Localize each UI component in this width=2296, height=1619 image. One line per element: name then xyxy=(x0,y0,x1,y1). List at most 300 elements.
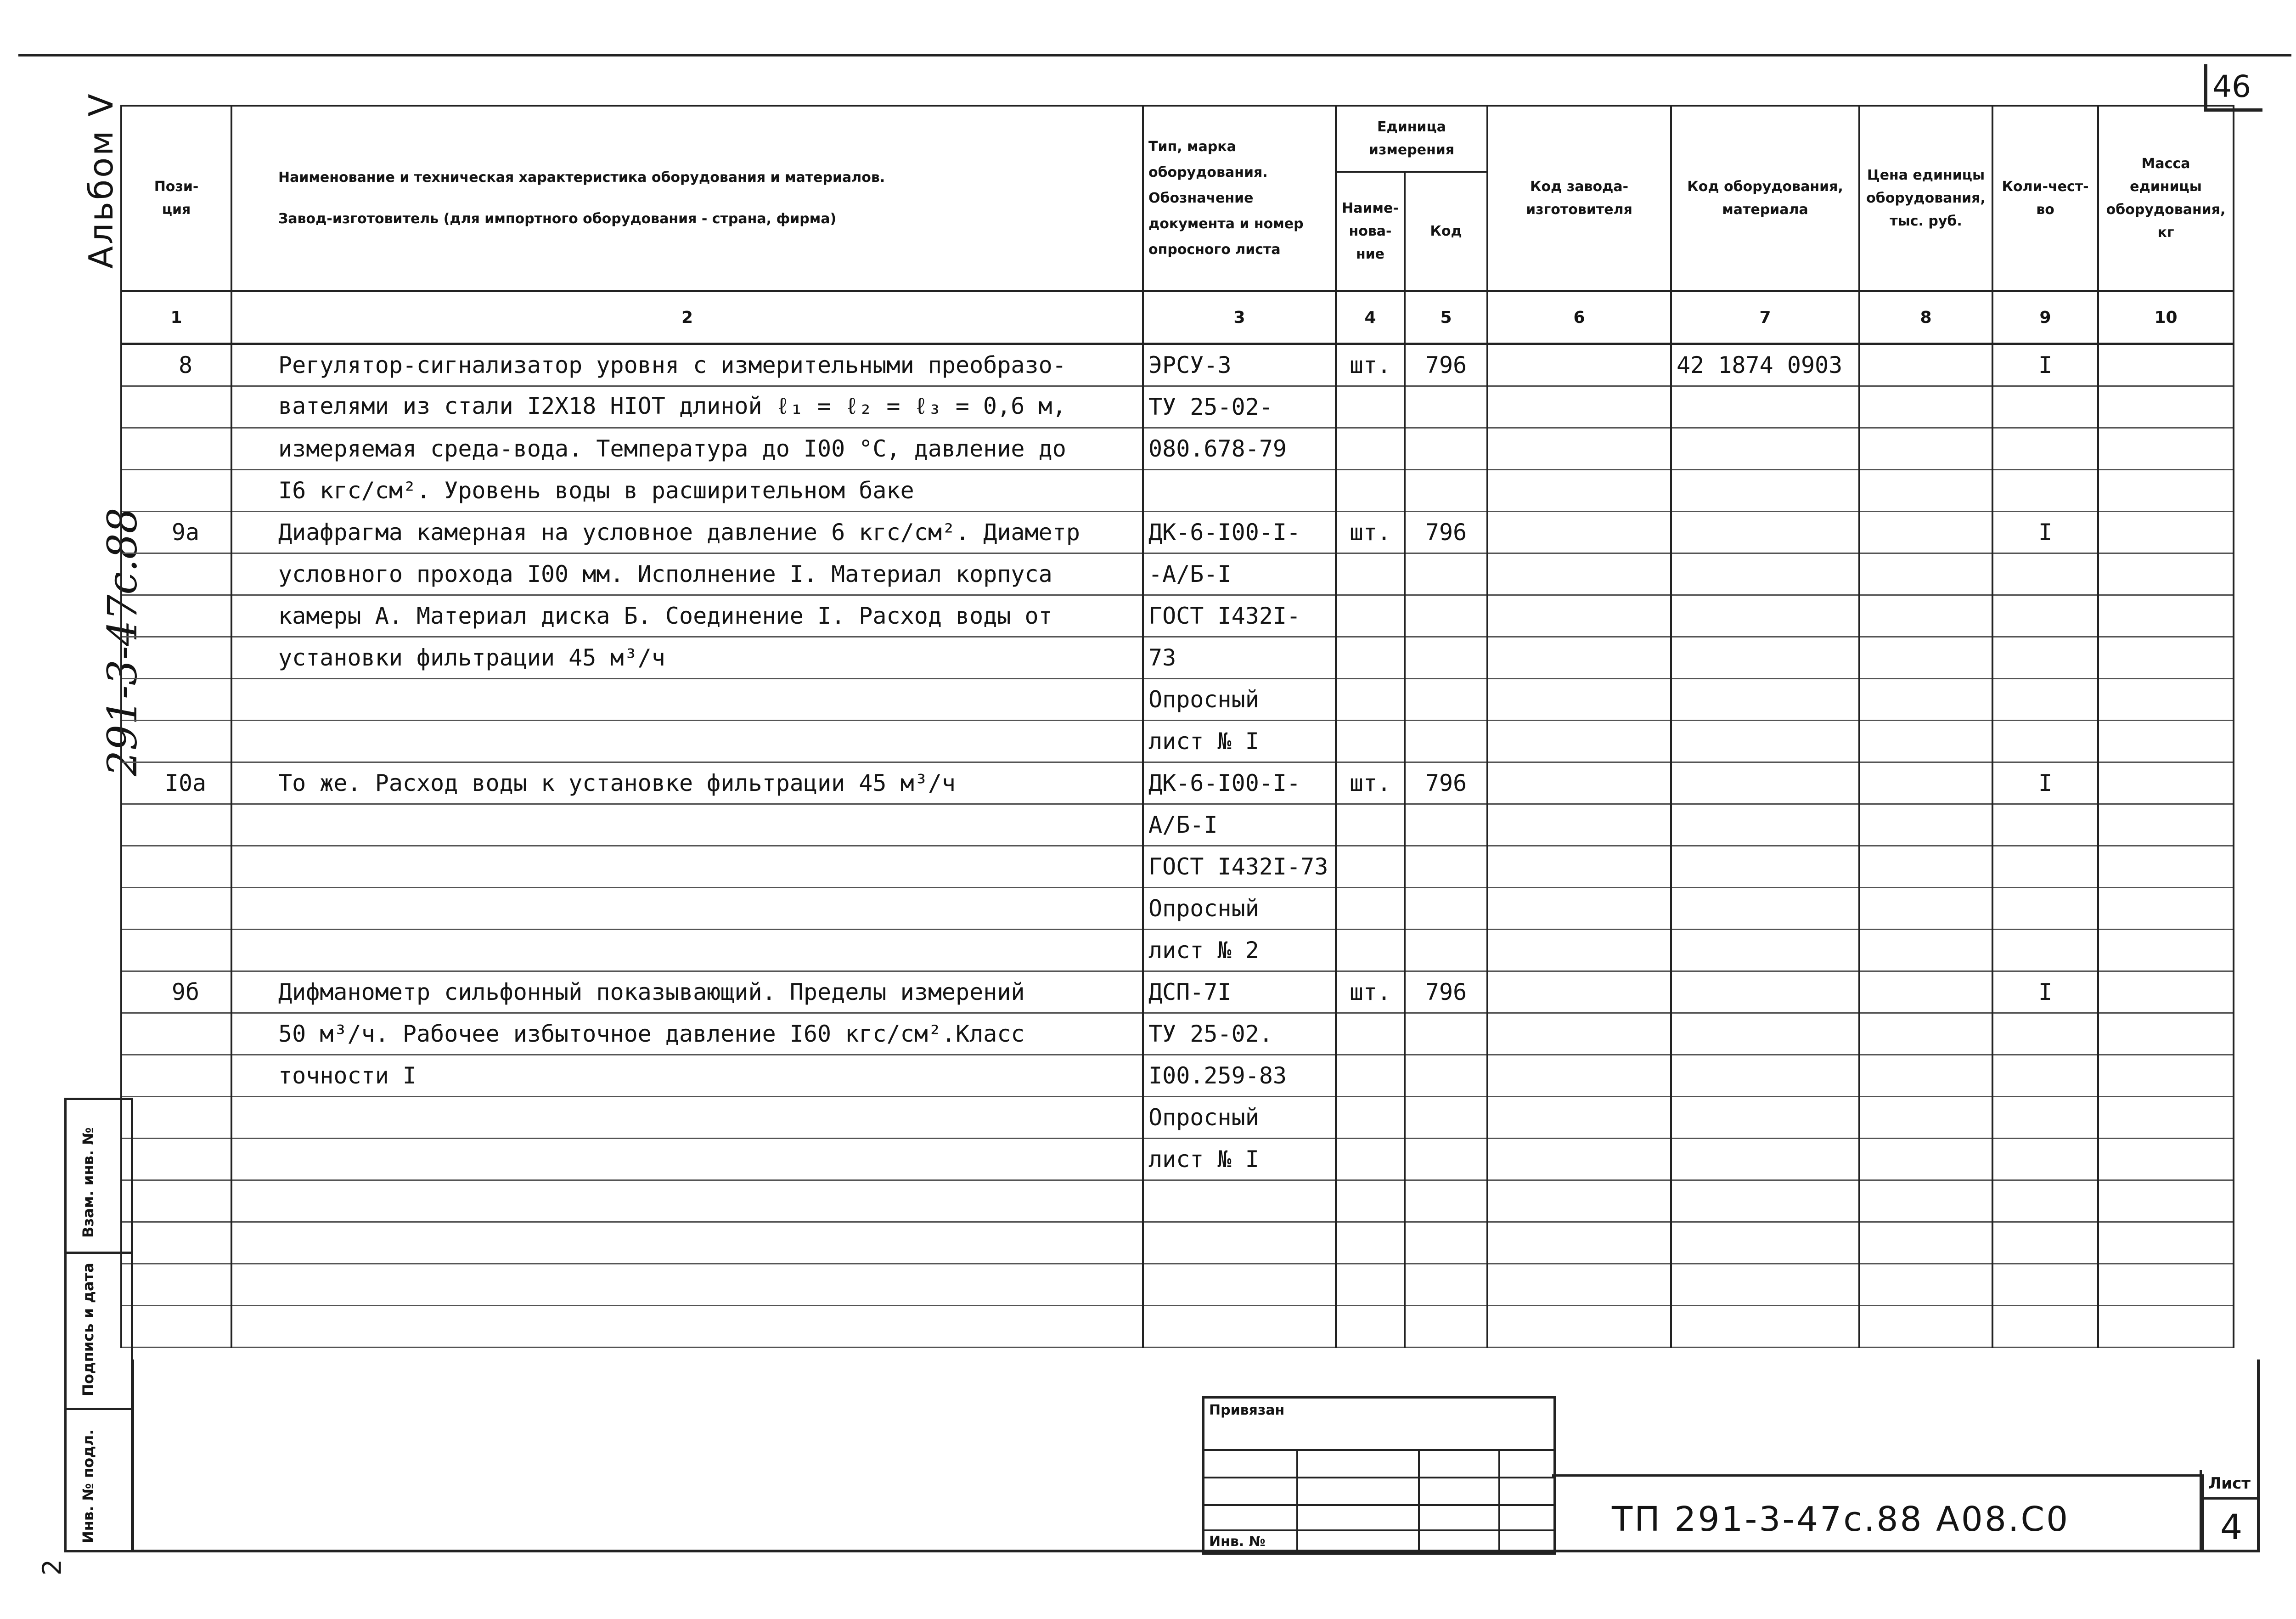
mass-cell xyxy=(2098,637,2234,679)
mass-cell xyxy=(2098,428,2234,470)
mass-cell xyxy=(2098,1097,2234,1139)
header-name-line2: Завод-изготовитель (для импортного оборудования - страна, фирма) xyxy=(278,211,837,227)
equipment-code-cell xyxy=(1671,553,1859,595)
plant-code-cell xyxy=(1487,1097,1671,1139)
position-cell xyxy=(121,1013,231,1055)
unit-name-cell xyxy=(1336,470,1405,512)
equipment-code-cell xyxy=(1671,512,1859,553)
price-cell xyxy=(1859,386,1992,428)
equipment-code-cell xyxy=(1671,930,1859,971)
sheet-box xyxy=(2200,1470,2260,1552)
name-cell xyxy=(231,888,1143,930)
position-cell xyxy=(121,846,231,888)
quantity-cell xyxy=(1992,553,2098,595)
price-cell xyxy=(1859,721,1992,762)
position-cell xyxy=(121,721,231,762)
mass-cell xyxy=(2098,1055,2234,1097)
mass-cell xyxy=(2098,386,2234,428)
quantity-cell xyxy=(1992,1180,2098,1222)
quantity-cell xyxy=(1992,1055,2098,1097)
plant-code-cell xyxy=(1487,804,1671,846)
binding-inv-label: Инв. № xyxy=(1209,1534,1266,1550)
unit-code-cell xyxy=(1405,1013,1487,1055)
binding-title: Привязан xyxy=(1209,1402,1285,1418)
table-row xyxy=(121,721,2234,762)
type-cell: 73 xyxy=(1143,637,1336,679)
header-mass: Масса единицы оборудования, кг xyxy=(2098,106,2234,291)
unit-name-cell xyxy=(1336,553,1405,595)
approval-stamp-column xyxy=(64,1098,133,1552)
name-cell xyxy=(231,846,1143,888)
top-trim-line xyxy=(18,54,2291,56)
unit-code-cell: 796 xyxy=(1405,512,1487,553)
unit-code-cell xyxy=(1405,386,1487,428)
unit-name-cell xyxy=(1336,930,1405,971)
name-cell xyxy=(231,1097,1143,1139)
price-cell xyxy=(1859,679,1992,721)
quantity-cell xyxy=(1992,930,2098,971)
table-body xyxy=(121,291,2234,1348)
mass-cell xyxy=(2098,888,2234,930)
table-row xyxy=(121,595,2234,637)
plant-code-cell xyxy=(1487,637,1671,679)
sheet-box-divider xyxy=(2202,1497,2260,1500)
header-type: Тип, марка оборудования. Обозначение документа и номер опросного листа xyxy=(1143,106,1336,291)
unit-code-cell xyxy=(1405,1097,1487,1139)
mass-cell xyxy=(2098,930,2234,971)
sheet-number: 46 xyxy=(2212,69,2251,104)
plant-code-cell xyxy=(1487,1013,1671,1055)
equipment-code-cell xyxy=(1671,1180,1859,1222)
position-cell xyxy=(121,930,231,971)
mass-cell xyxy=(2098,470,2234,512)
unit-code-cell xyxy=(1405,595,1487,637)
type-cell: лист № I xyxy=(1143,721,1336,762)
stamp-vzam-label: Взам. инв. № xyxy=(79,1127,97,1238)
price-cell xyxy=(1859,888,1992,930)
type-cell: ДК-6-I00-I- xyxy=(1143,512,1336,553)
name-cell: Диафрагма камерная на условное давление 6 кгс/см². Диаметр xyxy=(231,512,1143,553)
mass-cell xyxy=(2098,762,2234,804)
quantity-cell xyxy=(1992,1013,2098,1055)
unit-name-cell: шт. xyxy=(1336,971,1405,1013)
mass-cell xyxy=(2098,344,2234,386)
mass-cell xyxy=(2098,1180,2234,1222)
quantity-cell: I xyxy=(1992,512,2098,553)
header-plant-code: Код завода-изготовителя xyxy=(1487,106,1671,291)
quantity-cell xyxy=(1992,1306,2098,1348)
unit-name-cell xyxy=(1336,1139,1405,1180)
position-cell xyxy=(121,1055,231,1097)
plant-code-cell xyxy=(1487,846,1671,888)
unit-name-cell: шт. xyxy=(1336,344,1405,386)
quantity-cell xyxy=(1992,888,2098,930)
type-cell xyxy=(1143,1180,1336,1222)
position-cell xyxy=(121,1306,231,1348)
price-cell xyxy=(1859,1306,1992,1348)
stamp-podpis-label: Подпись и дата xyxy=(79,1263,97,1396)
header-quantity: Коли-чест-во xyxy=(1992,106,2098,291)
equipment-code-cell xyxy=(1671,888,1859,930)
price-cell xyxy=(1859,1222,1992,1264)
plant-code-cell xyxy=(1487,1180,1671,1222)
album-label: Альбом V xyxy=(82,92,120,269)
price-cell xyxy=(1859,428,1992,470)
type-cell xyxy=(1143,1264,1336,1306)
price-cell xyxy=(1859,470,1992,512)
mass-cell xyxy=(2098,512,2234,553)
unit-code-cell xyxy=(1405,846,1487,888)
unit-code-cell xyxy=(1405,888,1487,930)
unit-name-cell xyxy=(1336,1097,1405,1139)
table-row xyxy=(121,804,2234,846)
unit-code-cell: 796 xyxy=(1405,344,1487,386)
equipment-code-cell xyxy=(1671,804,1859,846)
unit-code-cell xyxy=(1405,1264,1487,1306)
plant-code-cell xyxy=(1487,971,1671,1013)
price-cell xyxy=(1859,553,1992,595)
type-cell: лист № I xyxy=(1143,1139,1336,1180)
unit-name-cell xyxy=(1336,1055,1405,1097)
quantity-cell xyxy=(1992,386,2098,428)
mass-cell xyxy=(2098,595,2234,637)
name-cell xyxy=(231,930,1143,971)
price-cell xyxy=(1859,804,1992,846)
sheet-label: Лист xyxy=(2208,1474,2251,1493)
colnum-7: 7 xyxy=(1671,291,1859,344)
table-row xyxy=(121,1306,2234,1348)
name-cell: То же. Расход воды к установке фильтрации 45 м³/ч xyxy=(231,762,1143,804)
plant-code-cell xyxy=(1487,344,1671,386)
table-row xyxy=(121,512,2234,553)
colnum-10: 10 xyxy=(2098,291,2234,344)
plant-code-cell xyxy=(1487,386,1671,428)
mass-cell xyxy=(2098,971,2234,1013)
price-cell xyxy=(1859,1264,1992,1306)
table-row xyxy=(121,344,2234,386)
quantity-cell xyxy=(1992,637,2098,679)
type-cell: ДСП-7I xyxy=(1143,971,1336,1013)
equipment-code-cell xyxy=(1671,1139,1859,1180)
mass-cell xyxy=(2098,1139,2234,1180)
type-cell: Опросный xyxy=(1143,1097,1336,1139)
position-cell xyxy=(121,888,231,930)
name-cell xyxy=(231,804,1143,846)
unit-code-cell xyxy=(1405,1222,1487,1264)
unit-code-cell xyxy=(1405,553,1487,595)
table-row xyxy=(121,1013,2234,1055)
unit-code-cell xyxy=(1405,428,1487,470)
mass-cell xyxy=(2098,846,2234,888)
quantity-cell xyxy=(1992,1097,2098,1139)
unit-name-cell xyxy=(1336,428,1405,470)
price-cell xyxy=(1859,762,1992,804)
plant-code-cell xyxy=(1487,1306,1671,1348)
name-cell: камеры А. Материал диска Б. Соединение I. Расход воды от xyxy=(231,595,1143,637)
type-cell xyxy=(1143,470,1336,512)
unit-code-cell: 796 xyxy=(1405,971,1487,1013)
quantity-cell xyxy=(1992,595,2098,637)
unit-name-cell xyxy=(1336,1180,1405,1222)
position-cell xyxy=(121,1264,231,1306)
header-name xyxy=(231,106,1143,291)
plant-code-cell xyxy=(1487,595,1671,637)
type-cell: ДК-6-I00-I- xyxy=(1143,762,1336,804)
colnum-4: 4 xyxy=(1336,291,1405,344)
table-row xyxy=(121,1264,2234,1306)
table-row xyxy=(121,1055,2234,1097)
position-cell: 9а xyxy=(121,512,231,553)
quantity-cell xyxy=(1992,428,2098,470)
mass-cell xyxy=(2098,1013,2234,1055)
header-equipment-code: Код оборудования, материала xyxy=(1671,106,1859,291)
name-cell: условного прохода I00 мм. Исполнение I. Материал корпуса xyxy=(231,553,1143,595)
header-position: Пози- ция xyxy=(121,106,231,291)
table-row xyxy=(121,1097,2234,1139)
position-cell xyxy=(121,595,231,637)
unit-name-cell xyxy=(1336,386,1405,428)
quantity-cell xyxy=(1992,721,2098,762)
unit-name-cell xyxy=(1336,888,1405,930)
equipment-code-cell xyxy=(1671,721,1859,762)
plant-code-cell xyxy=(1487,679,1671,721)
equipment-code-cell xyxy=(1671,846,1859,888)
side-project-code: 291-3-47с.88 xyxy=(99,508,146,776)
type-cell: лист № 2 xyxy=(1143,930,1336,971)
unit-code-cell xyxy=(1405,930,1487,971)
equipment-code-cell xyxy=(1671,470,1859,512)
type-cell: ГОСТ I432I- xyxy=(1143,595,1336,637)
corner-mark: 2 xyxy=(37,1559,68,1576)
type-cell: А/Б-I xyxy=(1143,804,1336,846)
plant-code-cell xyxy=(1487,1055,1671,1097)
price-cell xyxy=(1859,1097,1992,1139)
type-cell: Опросный xyxy=(1143,888,1336,930)
price-cell xyxy=(1859,930,1992,971)
unit-name-cell xyxy=(1336,1306,1405,1348)
quantity-cell xyxy=(1992,1139,2098,1180)
table-row xyxy=(121,470,2234,512)
table-row xyxy=(121,846,2234,888)
unit-name-cell xyxy=(1336,595,1405,637)
plant-code-cell xyxy=(1487,512,1671,553)
header-name-line1: Наименование и техническая характеристика оборудования и материалов. xyxy=(278,169,885,186)
quantity-cell xyxy=(1992,470,2098,512)
header-row xyxy=(121,106,2234,172)
equipment-code-cell xyxy=(1671,428,1859,470)
quantity-cell: I xyxy=(1992,344,2098,386)
name-cell: Дифманометр сильфонный показывающий. Пределы измерений xyxy=(231,971,1143,1013)
price-cell xyxy=(1859,846,1992,888)
equipment-code-cell xyxy=(1671,1306,1859,1348)
equipment-code-cell xyxy=(1671,637,1859,679)
equipment-code-cell xyxy=(1671,971,1859,1013)
binding-block xyxy=(1202,1396,1556,1555)
unit-code-cell: 796 xyxy=(1405,762,1487,804)
unit-code-cell xyxy=(1405,721,1487,762)
price-cell xyxy=(1859,1139,1992,1180)
mass-cell xyxy=(2098,1306,2234,1348)
plant-code-cell xyxy=(1487,721,1671,762)
name-cell: установки фильтрации 45 м³/ч xyxy=(231,637,1143,679)
unit-name-cell xyxy=(1336,679,1405,721)
equipment-code-cell: 42 1874 0903 xyxy=(1671,344,1859,386)
table-row xyxy=(121,888,2234,930)
binding-divider xyxy=(1498,1449,1500,1555)
binding-line xyxy=(1204,1449,1553,1451)
colnum-8: 8 xyxy=(1859,291,1992,344)
binding-line xyxy=(1204,1477,1553,1478)
plant-code-cell xyxy=(1487,762,1671,804)
quantity-cell xyxy=(1992,1222,2098,1264)
column-number-row xyxy=(121,291,2234,344)
table-row xyxy=(121,762,2234,804)
position-cell xyxy=(121,1180,231,1222)
mass-cell xyxy=(2098,804,2234,846)
price-cell xyxy=(1859,971,1992,1013)
unit-code-cell xyxy=(1405,1180,1487,1222)
unit-code-cell xyxy=(1405,1139,1487,1180)
table-row xyxy=(121,386,2234,428)
name-cell: I6 кгс/см². Уровень воды в расширительном баке xyxy=(231,470,1143,512)
type-cell xyxy=(1143,1306,1336,1348)
equipment-code-cell xyxy=(1671,1264,1859,1306)
table-row xyxy=(121,1180,2234,1222)
binding-divider xyxy=(1418,1449,1420,1555)
table-row xyxy=(121,428,2234,470)
unit-name-cell xyxy=(1336,846,1405,888)
equipment-code-cell xyxy=(1671,679,1859,721)
name-cell xyxy=(231,1306,1143,1348)
name-cell xyxy=(231,1222,1143,1264)
quantity-cell xyxy=(1992,1264,2098,1306)
document-code: ТП 291-3-47с.88 А08.С0 xyxy=(1612,1500,2070,1539)
unit-code-cell xyxy=(1405,637,1487,679)
plant-code-cell xyxy=(1487,1222,1671,1264)
plant-code-cell xyxy=(1487,888,1671,930)
position-cell: 9б xyxy=(121,971,231,1013)
position-cell xyxy=(121,386,231,428)
colnum-1: 1 xyxy=(121,291,231,344)
binding-line xyxy=(1204,1529,1553,1531)
type-cell: ЭРСУ-3 xyxy=(1143,344,1336,386)
unit-code-cell xyxy=(1405,679,1487,721)
stamp-vzam-cell xyxy=(67,1100,131,1252)
equipment-code-cell xyxy=(1671,1055,1859,1097)
unit-name-cell xyxy=(1336,804,1405,846)
name-cell xyxy=(231,679,1143,721)
unit-name-cell xyxy=(1336,1264,1405,1306)
mass-cell xyxy=(2098,553,2234,595)
price-cell xyxy=(1859,1055,1992,1097)
unit-name-cell xyxy=(1336,1222,1405,1264)
unit-code-cell xyxy=(1405,1055,1487,1097)
position-cell xyxy=(121,1222,231,1264)
quantity-cell xyxy=(1992,804,2098,846)
colnum-6: 6 xyxy=(1487,291,1671,344)
colnum-2: 2 xyxy=(231,291,1143,344)
quantity-cell xyxy=(1992,846,2098,888)
position-cell xyxy=(121,1097,231,1139)
position-cell xyxy=(121,1139,231,1180)
position-cell xyxy=(121,679,231,721)
name-cell xyxy=(231,1180,1143,1222)
name-cell: 50 м³/ч. Рабочее избыточное давление I60 кгс/см².Класс xyxy=(231,1013,1143,1055)
name-cell: измеряемая среда-вода. Температура до I00 °С, давление до xyxy=(231,428,1143,470)
stamp-inv-label: Инв. № подл. xyxy=(79,1429,97,1543)
type-cell: ТУ 25-02. xyxy=(1143,1013,1336,1055)
binding-divider xyxy=(1296,1449,1298,1555)
position-cell: 8 xyxy=(121,344,231,386)
header-unit: Единица измерения xyxy=(1336,106,1487,172)
sheet-value: 4 xyxy=(2220,1506,2243,1547)
plant-code-cell xyxy=(1487,1139,1671,1180)
position-cell xyxy=(121,804,231,846)
equipment-code-cell xyxy=(1671,762,1859,804)
price-cell xyxy=(1859,512,1992,553)
table-row xyxy=(121,1222,2234,1264)
type-cell: -А/Б-I xyxy=(1143,553,1336,595)
unit-name-cell xyxy=(1336,1013,1405,1055)
equipment-code-cell xyxy=(1671,386,1859,428)
mass-cell xyxy=(2098,721,2234,762)
equipment-code-cell xyxy=(1671,595,1859,637)
type-cell: Опросный xyxy=(1143,679,1336,721)
plant-code-cell xyxy=(1487,470,1671,512)
table-row xyxy=(121,971,2234,1013)
colnum-5: 5 xyxy=(1405,291,1487,344)
table-row xyxy=(121,553,2234,595)
quantity-cell xyxy=(1992,679,2098,721)
unit-name-cell xyxy=(1336,721,1405,762)
header-price: Цена единицы оборудования, тыс. руб. xyxy=(1859,106,1992,291)
unit-code-cell xyxy=(1405,804,1487,846)
specification-table xyxy=(120,105,2234,1348)
unit-code-cell xyxy=(1405,1306,1487,1348)
unit-name-cell: шт. xyxy=(1336,762,1405,804)
type-cell: I00.259-83 xyxy=(1143,1055,1336,1097)
table-row xyxy=(121,637,2234,679)
unit-name-cell: шт. xyxy=(1336,512,1405,553)
position-cell xyxy=(121,470,231,512)
price-cell xyxy=(1859,1180,1992,1222)
header-unit-name: Наиме-нова-ние xyxy=(1336,172,1405,291)
table-row xyxy=(121,1139,2234,1180)
unit-code-cell xyxy=(1405,470,1487,512)
type-cell: ГОСТ I432I-73 xyxy=(1143,846,1336,888)
name-cell: вателями из стали I2Х18 НIОТ длиной ℓ₁ = ℓ₂ = ℓ₃ = 0,6 м, xyxy=(231,386,1143,428)
equipment-code-cell xyxy=(1671,1222,1859,1264)
mass-cell xyxy=(2098,679,2234,721)
mass-cell xyxy=(2098,1264,2234,1306)
price-cell xyxy=(1859,637,1992,679)
plant-code-cell xyxy=(1487,428,1671,470)
equipment-code-cell xyxy=(1671,1097,1859,1139)
type-cell: 080.678-79 xyxy=(1143,428,1336,470)
colnum-9: 9 xyxy=(1992,291,2098,344)
name-cell: точности I xyxy=(231,1055,1143,1097)
name-cell xyxy=(231,1264,1143,1306)
price-cell xyxy=(1859,344,1992,386)
plant-code-cell xyxy=(1487,1264,1671,1306)
quantity-cell: I xyxy=(1992,971,2098,1013)
price-cell xyxy=(1859,1013,1992,1055)
position-cell xyxy=(121,428,231,470)
name-cell xyxy=(231,721,1143,762)
stamp-inv-cell xyxy=(67,1408,131,1552)
table-row xyxy=(121,930,2234,971)
plant-code-cell xyxy=(1487,930,1671,971)
